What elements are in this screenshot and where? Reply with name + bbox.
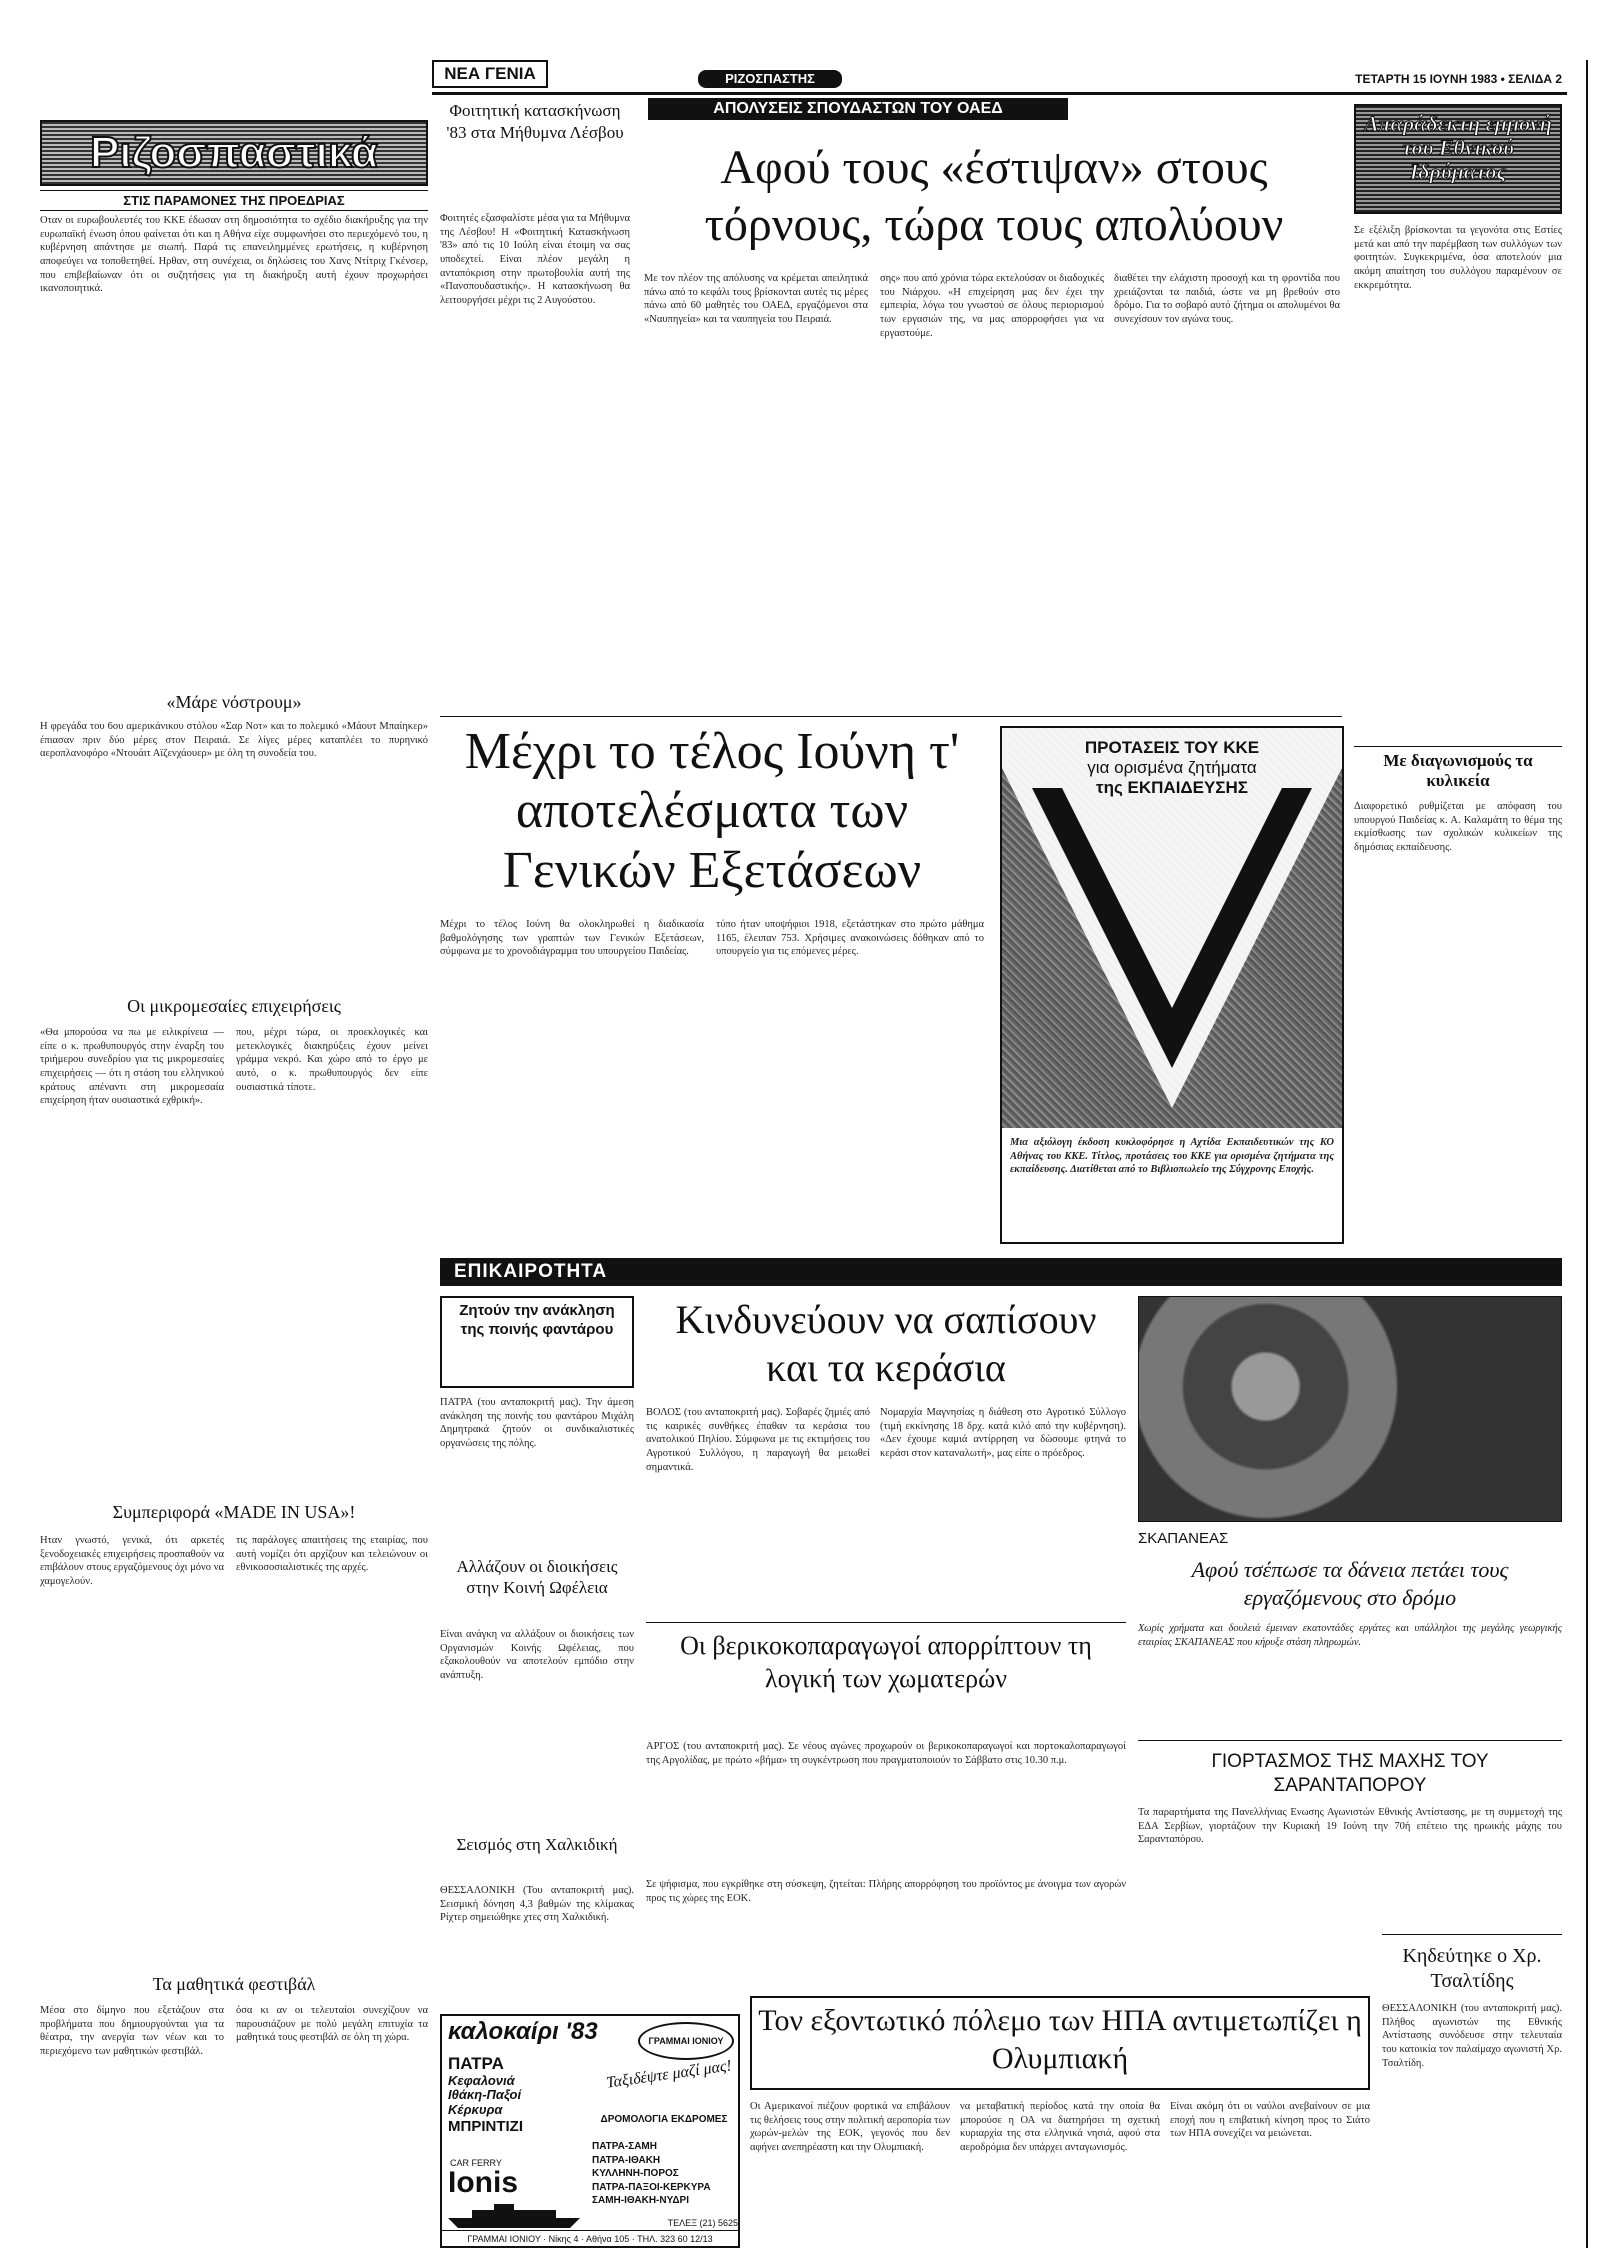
oaed-body-1: Με τον πλέον της απόλυσης να κρέμεται απειλητικά πάνω από το κεφάλι τους βρίσκονται αυτές τις μέρες πάνω από 60 μαθητές του ΟΑΕΔ, εργαζόμενοι στα «Ναυπηγεία» και τα ναυπηγεία του Πειραιά. xyxy=(644,273,868,325)
ad-brand: ΓΡΑΜΜΑΙ ΙΟΝΙΟΥ xyxy=(638,2022,734,2060)
right-panel-body: Σε εξέλιξη βρίσκονται τα γεγονότα στις Εστίες μετά και από την παρέμβαση των συλλόγων των φοιτητών. Συγκεκριμένα, όσα αποτελούν μια ακόμη απαίτηση του συλλόγου παραμένουν σε εκκρεμότητα. xyxy=(1354,225,1562,291)
skapaneas-photo xyxy=(1138,1296,1562,1522)
battle-title: ΓΙΟΡΤΑΣΜΟΣ ΤΗΣ ΜΑΧΗΣ ΤΟΥ ΣΑΡΑΝΤΑΠΟΡΟΥ xyxy=(1211,1751,1489,1796)
exams-body-2: τύπο ήταν υποψήφιοι 1918, εξετάστηκαν στο πρώτο μάθημα 1165, έλειπαν 753. Χρήσιμες ανακοινώσεις δόθηκαν από το υπουργείο για τις επόμενες μέρες. xyxy=(716,919,984,958)
skapaneas-headline: Αφού τσέπωσε τα δάνεια πετάει τους εργαζόμενους στο δρόμο xyxy=(1191,1557,1509,1610)
left-article-3b: που, μέχρι τώρα, οι προεκλογικές και μετεκλογικές διακηρύξεις έχουν μείνει γράμμα νεκρό. Και χώρο από το έργο με αυτό, ο κ. πρωθυπουργός δεν είπε ουσιαστικά τίποτε. xyxy=(236,1027,428,1093)
welfare-body: Είναι ανάγκη να αλλάξουν οι διοικήσεις των Οργανισμών Κοινής Ωφέλειας, που εξακολουθούν να αποτελούν εμπόδιο στην ανάπτυξη. xyxy=(440,1629,634,1681)
left-article-5a: Μέσα στο δίμηνο που εξετάζουν στα προβλήματα που δημιουργούνται για τα θέατρα, την ανεργία των νέων και το περιεχόμενο των μαθητικών φεστιβάλ. xyxy=(40,2005,224,2057)
ad-dest-1: ΠΑΤΡΑ xyxy=(448,2054,504,2073)
skapaneas-body: Χωρίς χρήματα και δουλειά έμειναν εκατοντάδες εργάτες και υπάλληλοι της μεγάλης γεωργικής εταιρίας ΣΚΑΠΑΝΕΑΣ που κήρυξε στάση πληρωμών. xyxy=(1138,1623,1562,1648)
cherries-body-1: ΒΟΛΟΣ (του ανταποκριτή μας). Σοβαρές ζημιές από τις καιρικές συνθήκες έπαθαν τα κεράσια του ανατολικού Πηλίου. Σύμφωνα με τις εκτιμήσεις του Αγροτικού Συλλόγου, η παραγωγή θα μειωθεί σημαντικά. xyxy=(646,1407,870,1473)
kke-caption: Μια αξιόλογη έκδοση κυκλοφόρησε η Αχτίδα Εκπαιδευτικών της ΚΟ Αθήνας του ΚΚΕ. Τίτλος, προτάσεις του ΚΚΕ για ορισμένα ζητήματα της εκπαίδευσης. Διατίθεται από το Βιβλιοπωλείο της Σύγχρονης Εποχής. xyxy=(1010,1137,1334,1176)
battle-body: Τα παραρτήματα της Πανελλήνιας Ενωσης Αγωνιστών Εθνικής Αντίστασης, με τη συμμετοχή της ΕΔΑ Σερβίων, γιορτάζουν την Κυριακή 19 Ιούνη την 70ή επέτειο της ηρωικής μάχης του Σαρανταπόρου. xyxy=(1138,1807,1562,1846)
left-sub-1: «Μάρε νόστρουμ» xyxy=(166,692,302,712)
ad-routes-title: ΔΡΟΜΟΛΟΓΙΑ ΕΚΔΡΟΜΕΣ xyxy=(600,2114,728,2125)
ad-ship-name: Ionis xyxy=(448,2166,519,2199)
masthead-rule xyxy=(432,92,1567,95)
usa-body-2: να μεταβατική περίοδος κατά την οποία θα μπορούσε η ΟΑ να διατηρήσει τη σχετική κυριαρχία της στα ελληνικά νησιά, αφού στα αεροδρόμια δεν υπάρχει ανταγωνισμός. xyxy=(960,2101,1160,2153)
camp-body: Φοιτητές εξασφαλίστε μέσα για τα Μήθυμνα της Λέσβου! Η «Φοιτητική Κατασκήνωση '83» από τις 10 Ιούλη είναι έτοιμη να σας υποδεχτεί. Είναι πλέον μεγάλη η ανταπόκριση στην πρωτοβουλία αυτή της «Πανσπουδαστικής». Η κατασκήνωση θα λειτουργήσει μέχρι τις 2 Αυγούστου. xyxy=(440,213,630,306)
battle-rule xyxy=(1138,1740,1562,1741)
kke-title-2: για ορισμένα ζητήματα xyxy=(1087,758,1257,777)
ad-dest-3: Ιθάκη-Παξοί xyxy=(448,2087,522,2103)
kke-proposals-box xyxy=(1000,726,1344,1244)
beans-rule xyxy=(646,1622,1126,1623)
ad-route-3: ΚΥΛΛΗΝΗ-ΠΟΡΟΣ xyxy=(592,2168,679,2179)
camp-title: Φοιτητική κατασκήνωση '83 στα Μήθυμνα Λέσβου xyxy=(446,101,624,143)
left-article-5b: όσα κι αν οι τελευταίοι συνεχίζουν να παρουσιάζουν με πολύ μεγάλη επιτυχία τα μαθητικά τους φεστιβάλ σε όλη τη χώρα. xyxy=(236,2005,428,2044)
left-sub-3: Συμπεριφορά «MADE IN USA»! xyxy=(112,1502,356,1522)
ad-route-1: ΠΑΤΡΑ-ΣΑΜΗ xyxy=(592,2141,657,2152)
date-page: ΤΕΤΑΡΤΗ 15 ΙΟΥΝΗ 1983 • ΣΕΛΙΔΑ 2 xyxy=(1355,72,1562,86)
right-panel-heading: Απαράδεκτη εμμονή του Εθνικού Ιδρύματος xyxy=(1354,104,1562,214)
paper-name: ΡΙΖΟΣΠΑΣΤΗΣ xyxy=(698,70,842,88)
right-panel-sub: Με διαγωνισμούς τα κυλικεία xyxy=(1354,746,1562,791)
ferry-advertisement[interactable] xyxy=(440,2014,740,2248)
ferry-ship-icon xyxy=(448,2204,580,2228)
kke-title-1: ΠΡΟΤΑΣΕΙΣ ΤΟΥ ΚΚΕ xyxy=(1084,738,1260,757)
page-edge xyxy=(1586,60,1588,2248)
ad-dest-2: Κεφαλονιά xyxy=(448,2072,515,2088)
left-article-4b: τις παράλογες απαιτήσεις της εταιρίας, που αυτή νομίζει ότι αρχίζουν και τελειώνουν οι εθνικοσοσιαλιστικές της αρχές. xyxy=(236,1535,428,1574)
beans-body-1: ΑΡΓΟΣ (του ανταποκριτή μας). Σε νέους αγώνες προχωρούν οι βερικοκοπαραγωγοί και πορτοκαλοπαραγωγοί της Αργολίδας, με πρώτο «βήμα» τη συγκέντρωση που πραγματοποιούν το Σάββατο στις 10.30 π.μ. xyxy=(646,1741,1126,1766)
exams-rule xyxy=(440,716,1342,717)
left-sub-2: Οι μικρομεσαίες επιχειρήσεις xyxy=(127,996,341,1016)
oaed-headline: Αφού τους «έστιψαν» στους τόρνους, τώρα τους απολύουν xyxy=(704,141,1284,251)
cherries-body-2: Νομαρχία Μαγνησίας η διάθεση στο Αγροτικό Σύλλογο (τιμή εκκίνησης 18 δρχ. κατά κιλό από την κυβέρνηση). «Δεν έχουμε καμιά αντίρρηση να δώσουμε φτηνά το κεράσι στον καταναλωτή», μας είπε ο πρόεδρος. xyxy=(880,1407,1126,1459)
ad-route-5: ΣΑΜΗ-ΙΘΑΚΗ-ΝΥΔΡΙ xyxy=(592,2195,690,2206)
oaed-body-2: σης» που από χρόνια τώρα εκτελούσαν οι διαδοχικές του Νιάρχου. «Η επιχείρηση μας δεν έχει την εμπειρία, λόγω του γνωστού σε όλους περιορισμού των εργασιών της, να μας απορροφήσει για να εργαστούμε. xyxy=(880,273,1104,339)
ad-route-4: ΠΑΤΡΑ-ΠΑΞΟΙ-ΚΕΡΚΥΡΑ xyxy=(592,2181,711,2193)
left-sub-4: Τα μαθητικά φεστιβάλ xyxy=(152,1974,316,1994)
ad-footer: ΓΡΑΜΜΑΙ ΙΟΝΙΟΥ · Νίκης 4 · Αθήνα 105 · ΤΗΛ. 323 60 12/13 xyxy=(442,2230,738,2246)
amnesty-headline-box: Ζητούν την ανάκληση της ποινής φαντάρου xyxy=(440,1296,634,1388)
ad-route-2: ΠΑΤΡΑ-ΙΘΑΚΗ xyxy=(592,2154,661,2166)
usa-headline-box: Τον εξοντωτικό πόλεμο των ΗΠΑ αντιμετωπίζει η Ολυμπιακή xyxy=(750,1996,1370,2090)
left-article-4a: Ηταν γνωστό, γενικά, ότι αρκετές ξενοδοχειακές επιχειρήσεις προσπαθούν να επιβάλουν στους εργαζόμενους όχι μόνο να χαμογελούν. xyxy=(40,1535,224,1587)
ad-dest-5: ΜΠΡΙΝΤΙΖΙ xyxy=(448,2118,523,2136)
obit-rule xyxy=(1382,1934,1562,1935)
right-panel-body-2: Διαφορετικό ρυθμίζεται με απόφαση του υπουργού Παιδείας κ. Α. Καλαμάτη το θέμα της εκμίσθωσης των σχολικών κυλικείων της δημόσιας εκπαίδευσης. xyxy=(1354,801,1562,853)
welfare-title: Αλλάζουν οι διοικήσεις στην Κοινή Ωφέλεια xyxy=(456,1557,618,1598)
beans-headline: Οι βερικοκοπαραγωγοί απορρίπτουν τη λογική των χωματερών xyxy=(680,1631,1092,1693)
amnesty-body: ΠΑΤΡΑ (του ανταποκριτή μας). Την άμεση ανάκληση της ποινής του φαντάρου Μιχάλη Δημητρακά ζητούν οι συνδικαλιστικές οργανώσεις της πόλης. xyxy=(440,1397,634,1449)
obit-title: Κηδεύτηκε ο Χρ. Τσαλτίδης xyxy=(1402,1945,1542,1992)
oaed-banner: ΑΠΟΛΥΣΕΙΣ ΣΠΟΥΔΑΣΤΩΝ ΤΟΥ ΟΑΕΔ xyxy=(648,98,1068,120)
left-kicker: ΣΤΙΣ ΠΑΡΑΜΟΝΕΣ ΤΗΣ ΠΡΟΕΔΡΙΑΣ xyxy=(40,190,428,211)
logo: Ριζοσπαστικά xyxy=(40,120,428,186)
skapaneas-section: ΣΚΑΠΑΝΕΑΣ xyxy=(1138,1530,1229,1547)
left-article-2: Η φρεγάδα του 6ου αμερικάνικου στόλου «Σαρ Νοτ» και το πολεμικό «Μάουτ Μπαίηκερ» έπιασαν πριν δύο μέρες στον Πειραιά. Σε λίγες μέρες καταπλέει το πυρηνικό αεροπλανοφόρο «Ντουάιτ Αϊζενχάουερ» με όλη τη συνοδεία του. xyxy=(40,721,428,760)
cherries-headline: Κινδυνεύουν να σαπίσουν και τα κεράσια xyxy=(675,1297,1097,1390)
quake-title: Σεισμός στη Χαλκιδική xyxy=(456,1835,618,1854)
left-article-1: Οταν οι ευρωβουλευτές του ΚΚΕ έδωσαν στη δημοσιότητα το σχέδιο διακήρυξης για την ευρωπαϊκή ένωση όπου φαίνεται ότι και η Αθήνα είχε συμφωνήσει στο περιεχόμενό του, η κυβέρνηση απάντησε με σιωπή. Παρά τις επανειλημμένες ερωτήσεις, η κυβέρνηση αποφεύγει να τοποθετηθεί. Ηρθαν, στη συνέχεια, οι δηλώσεις του Χανς Ντίτριχ Γκένσερ, που επιβεβαίωναν ότι οι συζητήσεις για τη διακήρυξη αυτή έχουν προχωρήσει ικανοποιητικά. xyxy=(40,215,428,295)
kke-title-3: της ΕΚΠΑΙΔΕΥΣΗΣ xyxy=(1095,778,1248,797)
oaed-body-3: διαθέτει την ελάχιστη προσοχή και τη φροντίδα που χρειάζονται τα παιδιά, ώστε να μη βρεθούν στο δρόμο. Για το σοβαρό αυτό ζήτημα οι απολυμένοι θα συνεχίσουν τον αγώνα τους. xyxy=(1114,273,1340,325)
usa-body-3: Είναι ακόμη ότι οι ναύλοι ανεβαίνουν σε μια εποχή που η επιβατική κίνηση προς το Σιάτο των ΗΠΑ συνεχίζει να μειώνεται. xyxy=(1170,2101,1370,2140)
ad-title: καλοκαίρι '83 xyxy=(448,2018,598,2045)
beans-body-2: Σε ψήφισμα, που εγκρίθηκε στη σύσκεψη, ζητείται: Πλήρης απορρόφηση του προϊόντος με άνοιγμα των αγορών προς τις χώρες της ΕΟΚ. xyxy=(646,1879,1126,1904)
obit-body: ΘΕΣΣΑΛΟΝΙΚΗ (του ανταποκριτή μας). Πλήθος αγωνιστών της Εθνικής Αντίστασης συνόδευσε στην τελευταία του κατοικία τον παλαίμαχο αγωνιστή Χρ. Τσαλτίδη. xyxy=(1382,2003,1562,2069)
ad-telex: ΤΕΛΕΞ (21) 5625 xyxy=(667,2218,738,2228)
usa-body-1: Οι Αμερικανοί πιέζουν φορτικά να επιβάλουν τις θελήσεις τους στην πολιτική αεροπορία των χωρών-μελών της ΕΟΚ, γεγονός που δεν αφήνει ανεπηρέαστη και την Ολυμπιακή. xyxy=(750,2101,950,2153)
ad-ferry-label: CAR FERRY xyxy=(450,2158,502,2168)
ad-dest-4: Κέρκυρα xyxy=(448,2102,503,2118)
epikairotita-bar: ΕΠΙΚΑΙΡΟΤΗΤΑ xyxy=(440,1258,1562,1286)
exams-headline: Μέχρι το τέλος Ιούνη τ' αποτελέσματα των Γενικών Εξετάσεων xyxy=(464,723,960,899)
quake-body: ΘΕΣΣΑΛΟΝΙΚΗ (Του ανταποκριτή μας). Σεισμική δόνηση 4,3 βαθμών της κλίμακας Ρίχτερ σημειώθηκε χτες στη Χαλκιδική. xyxy=(440,1885,634,1924)
section-label: ΝΕΑ ΓΕΝΙΑ xyxy=(432,60,548,88)
left-article-3a: «Θα μπορούσα να πω με ειλικρίνεια — είπε ο κ. πρωθυπουργός στην έναρξη του τριήμερου συνεδρίου για τις μικρομεσαίες επιχειρήσεις — ότι η στάση του ελληνικού κράτους απέναντι στη μικρομεσαία επιχείρηση ήταν ουσιαστικά εχθρική». xyxy=(40,1027,224,1107)
ad-slogan: Ταξιδέψτε μαζί μας! xyxy=(605,2057,733,2092)
exams-body-1: Μέχρι το τέλος Ιούνη θα ολοκληρωθεί η διαδικασία βαθμολόγησης των γραπτών των Γενικών Εξετάσεων, σύμφωνα με το χρονοδιάγραμμα του υπουργείου Παιδείας. xyxy=(440,919,704,958)
